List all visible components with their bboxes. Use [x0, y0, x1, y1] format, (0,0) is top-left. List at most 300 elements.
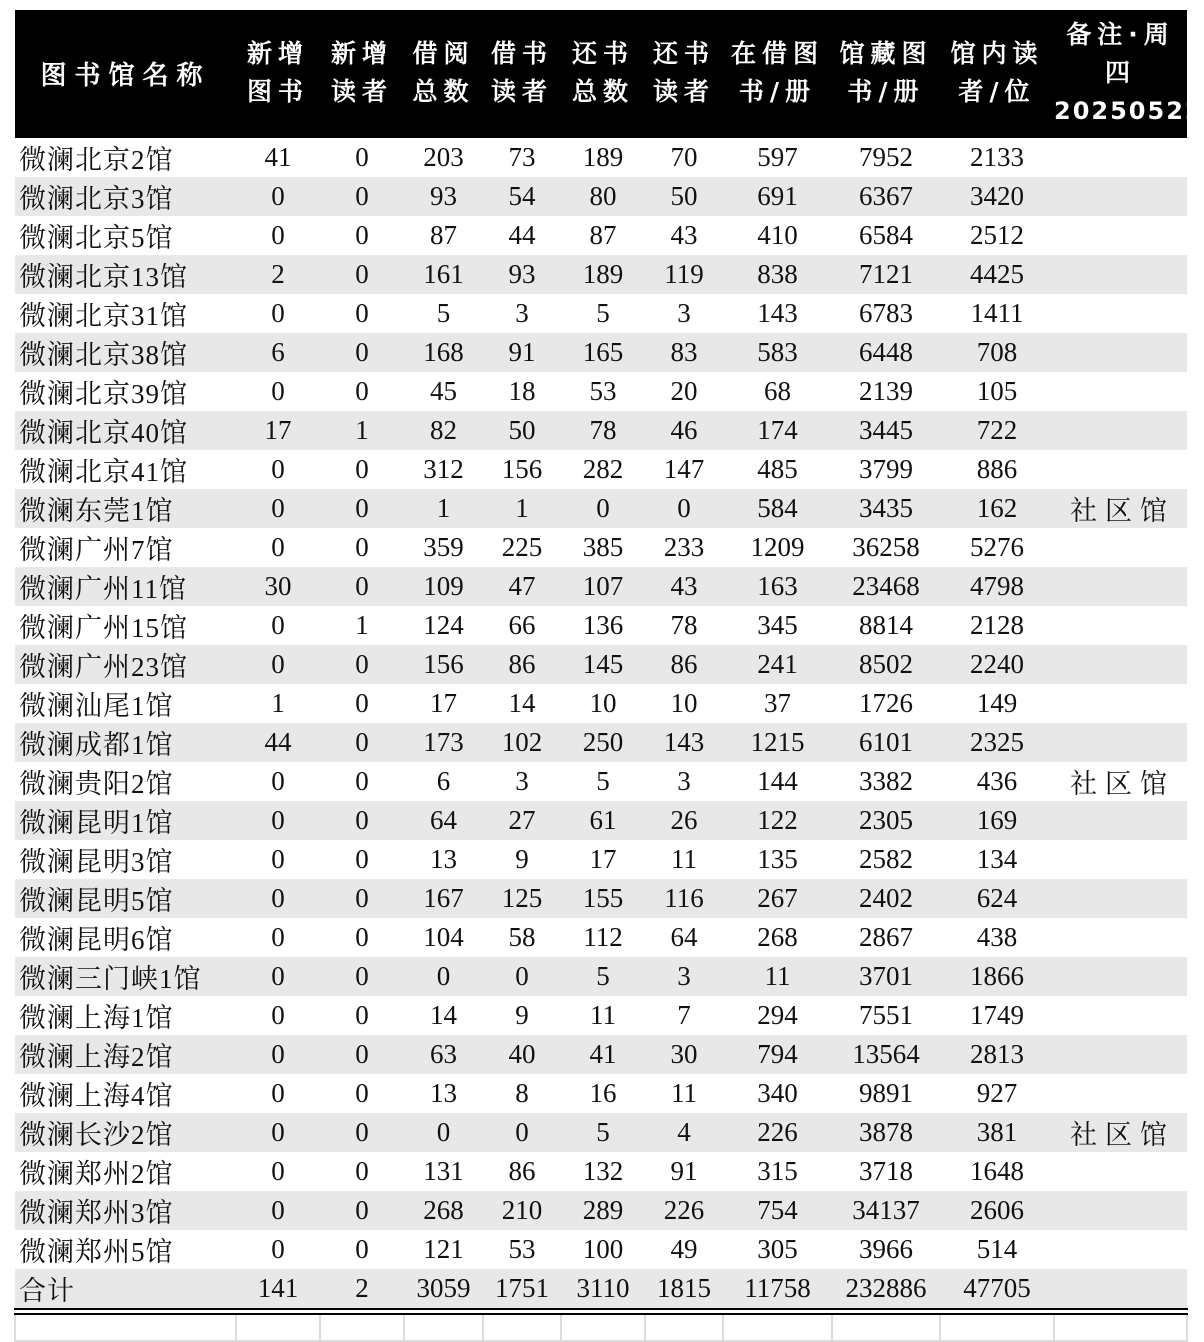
- cell-value: 43: [645, 567, 723, 606]
- cell-value: 1866: [940, 957, 1054, 996]
- empty-cell: [723, 1312, 832, 1341]
- cell-value: 6783: [859, 298, 913, 328]
- cell-value: 0: [236, 177, 320, 216]
- cell-value: 135: [757, 844, 798, 874]
- table-row: [15, 255, 1187, 294]
- cell-value: 232886: [832, 1269, 940, 1312]
- cell-value: 4425: [940, 255, 1054, 294]
- col-header-return-readers: [645, 10, 723, 138]
- cell-value: 2: [236, 255, 320, 294]
- cell-value: 0: [320, 177, 404, 216]
- cell-value: 147: [663, 454, 705, 484]
- cell-value: 0: [355, 922, 369, 952]
- cell-note: [1054, 216, 1187, 255]
- cell-value: 225: [501, 532, 543, 562]
- cell-value: 241: [723, 645, 832, 684]
- header-line: 馆内读: [950, 39, 1044, 68]
- cell-value: 0: [320, 645, 404, 684]
- cell-value: 0: [320, 723, 404, 762]
- cell-value: 597: [757, 142, 798, 172]
- cell-value: 1751: [483, 1269, 561, 1312]
- cell-note: [1054, 411, 1187, 450]
- cell-value: 50: [483, 411, 561, 450]
- cell-value: 691: [723, 177, 832, 216]
- col-header-library-name: 图书馆名称: [15, 10, 236, 138]
- cell-value: 18: [508, 376, 536, 406]
- cell-value: 4798: [940, 567, 1054, 606]
- cell-value: 794: [723, 1035, 832, 1074]
- cell-value: 722: [940, 411, 1054, 450]
- table-row: [15, 840, 1187, 879]
- table-row: [15, 1152, 1187, 1191]
- cell-value: 7551: [859, 1000, 913, 1030]
- cell-value: 3: [677, 298, 691, 328]
- header-line: 读者: [330, 77, 393, 106]
- cell-value: 93: [483, 255, 561, 294]
- cell-value: 44: [236, 723, 320, 762]
- cell-library-name: 微澜汕尾1馆: [19, 691, 174, 721]
- header-line: 读者: [490, 77, 553, 106]
- header-line: 总数: [412, 77, 475, 106]
- cell-value: 3701: [832, 957, 940, 996]
- cell-value: 5: [561, 1113, 645, 1152]
- cell-value: 927: [976, 1078, 1018, 1108]
- table-row: [15, 879, 1187, 918]
- cell-value: 156: [404, 645, 483, 684]
- cell-value: 1209: [750, 532, 805, 562]
- cell-value: 3382: [859, 766, 913, 796]
- cell-value: 359: [423, 532, 464, 562]
- cell-value: 2133: [970, 142, 1024, 172]
- cell-library-name: 微澜北京38馆: [15, 333, 236, 372]
- cell-value: 0: [271, 376, 285, 406]
- cell-value: 149: [976, 688, 1018, 718]
- cell-library-name: 微澜北京31馆: [19, 301, 188, 331]
- cell-value: 37: [764, 688, 791, 718]
- cell-value: 17: [589, 844, 617, 874]
- table-row: [15, 294, 1187, 333]
- table-row: [15, 372, 1187, 411]
- cell-library-name: 微澜郑州5馆: [19, 1237, 174, 1267]
- cell-note: [1054, 294, 1187, 333]
- cell-value: 1: [320, 411, 404, 450]
- table-row: [15, 723, 1187, 762]
- cell-value: 2240: [940, 645, 1054, 684]
- cell-value: 124: [423, 610, 464, 640]
- cell-value: 1411: [970, 298, 1024, 328]
- cell-value: 3: [645, 957, 723, 996]
- cell-value: 0: [355, 142, 369, 172]
- cell-value: 0: [271, 454, 285, 484]
- cell-value: 2582: [859, 844, 913, 874]
- cell-value: 107: [561, 567, 645, 606]
- table-row: [15, 450, 1187, 489]
- cell-value: 2402: [832, 879, 940, 918]
- cell-value: 10: [670, 688, 698, 718]
- table-row: [15, 1230, 1187, 1269]
- cell-value: 0: [271, 610, 285, 640]
- cell-value: 78: [561, 411, 645, 450]
- cell-value: 17: [236, 411, 320, 450]
- cell-value: 87: [430, 220, 457, 250]
- table-row: [15, 1113, 1187, 1152]
- empty-cell: [940, 1312, 1054, 1341]
- cell-value: 2325: [940, 723, 1054, 762]
- cell-value: 45: [430, 376, 457, 406]
- cell-note: [1054, 528, 1187, 567]
- cell-value: 53: [589, 376, 617, 406]
- cell-value: 0: [355, 220, 369, 250]
- cell-value: 0: [355, 532, 369, 562]
- cell-value: 11: [723, 957, 832, 996]
- cell-value: 3445: [832, 411, 940, 450]
- cell-value: 2128: [970, 610, 1024, 640]
- cell-note: [1054, 606, 1187, 645]
- cell-value: 203: [423, 142, 464, 172]
- cell-value: 514: [976, 1234, 1018, 1264]
- cell-value: 0: [355, 688, 369, 718]
- cell-value: 0: [320, 567, 404, 606]
- cell-value: 162: [940, 489, 1054, 528]
- cell-value: 267: [723, 879, 832, 918]
- cell-value: 0: [645, 489, 723, 528]
- cell-library-name: 微澜三门峡1馆: [15, 957, 236, 996]
- cell-value: 294: [757, 1000, 798, 1030]
- cell-value: 0: [236, 489, 320, 528]
- library-stats-table: [14, 10, 1204, 1342]
- header-line: 书/册: [738, 77, 817, 106]
- cell-value: 161: [404, 255, 483, 294]
- cell-value: 0: [320, 1113, 404, 1152]
- cell-value: 436: [976, 766, 1018, 796]
- cell-value: 6: [236, 333, 320, 372]
- cell-value: 624: [940, 879, 1054, 918]
- cell-note: [1054, 957, 1187, 996]
- header-line: 读者: [652, 77, 715, 106]
- cell-note: [1054, 879, 1187, 918]
- cell-note: [1054, 138, 1187, 177]
- cell-value: 0: [355, 298, 369, 328]
- table-footer: [15, 1312, 1187, 1341]
- cell-value: 73: [508, 142, 536, 172]
- cell-value: 53: [508, 1234, 536, 1264]
- cell-value: 0: [236, 1035, 320, 1074]
- cell-value: 131: [423, 1156, 464, 1186]
- cell-note: [1054, 450, 1187, 489]
- cell-value: 11: [590, 1000, 616, 1030]
- cell-value: 3420: [940, 177, 1054, 216]
- cell-value: 0: [483, 1113, 561, 1152]
- table-row: [15, 333, 1187, 372]
- cell-note: [1054, 1035, 1187, 1074]
- cell-value: 0: [236, 957, 320, 996]
- header-date: 20250522: [1054, 97, 1204, 125]
- cell-value: 210: [483, 1191, 561, 1230]
- table-row: [15, 957, 1187, 996]
- cell-value: 381: [940, 1113, 1054, 1152]
- cell-value: 155: [561, 879, 645, 918]
- cell-library-name: 微澜上海2馆: [15, 1035, 236, 1074]
- cell-value: 0: [236, 801, 320, 840]
- table-row: [15, 1035, 1187, 1074]
- table-row: [15, 996, 1187, 1035]
- cell-value: 0: [404, 1113, 483, 1152]
- cell-value: 41: [264, 142, 292, 172]
- table-row: [15, 762, 1187, 801]
- cell-value: 102: [483, 723, 561, 762]
- header-line: 新增: [246, 39, 309, 68]
- cell-value: 3059: [404, 1269, 483, 1312]
- cell-value: 87: [589, 220, 617, 250]
- header-line: 图书: [246, 77, 309, 106]
- cell-value: 0: [320, 1035, 404, 1074]
- cell-value: 315: [757, 1156, 798, 1186]
- cell-value: 1749: [970, 1000, 1024, 1030]
- table-row: [15, 1074, 1187, 1113]
- cell-note: [1054, 645, 1187, 684]
- cell-value: 93: [404, 177, 483, 216]
- table-row: [15, 918, 1187, 957]
- cell-value: 86: [483, 645, 561, 684]
- cell-value: 1: [271, 688, 285, 718]
- col-header-collection-volumes: [832, 10, 940, 138]
- cell-value: 0: [271, 1234, 285, 1264]
- cell-value: 3966: [859, 1234, 913, 1264]
- cell-value: 0: [320, 255, 404, 294]
- cell-value: 23468: [832, 567, 940, 606]
- cell-note: [1054, 177, 1187, 216]
- cell-value: 0: [271, 844, 285, 874]
- cell-value: 109: [404, 567, 483, 606]
- cell-value: 1815: [645, 1269, 723, 1312]
- cell-value: 583: [723, 333, 832, 372]
- cell-value: 141: [236, 1269, 320, 1312]
- cell-library-name: 微澜广州23馆: [15, 645, 236, 684]
- cell-value: 30: [645, 1035, 723, 1074]
- cell-note: [1054, 255, 1187, 294]
- cell-value: 0: [483, 957, 561, 996]
- cell-value: 0: [320, 1191, 404, 1230]
- cell-value: 8502: [832, 645, 940, 684]
- cell-value: 70: [670, 142, 698, 172]
- cell-value: 136: [582, 610, 624, 640]
- cell-value: 86: [645, 645, 723, 684]
- cell-value: 410: [757, 220, 798, 250]
- cell-value: 340: [757, 1078, 798, 1108]
- cell-value: 3718: [859, 1156, 913, 1186]
- cell-value: 134: [976, 844, 1018, 874]
- cell-value: 47705: [940, 1269, 1054, 1312]
- cell-value: 165: [561, 333, 645, 372]
- cell-value: 47: [483, 567, 561, 606]
- cell-value: 54: [483, 177, 561, 216]
- cell-value: 250: [561, 723, 645, 762]
- cell-value: 30: [236, 567, 320, 606]
- table-row: [15, 177, 1187, 216]
- table-row: [15, 138, 1187, 177]
- cell-value: 46: [645, 411, 723, 450]
- cell-value: 116: [645, 879, 723, 918]
- cell-value: 20: [670, 376, 698, 406]
- cell-value: 6: [436, 766, 451, 796]
- cell-value: 9: [515, 844, 529, 874]
- empty-row: [15, 1312, 1187, 1341]
- cell-value: 584: [723, 489, 832, 528]
- table-row: [15, 645, 1187, 684]
- col-header-return-total: [561, 10, 645, 138]
- col-header-borrow-readers: [483, 10, 561, 138]
- cell-value: 0: [355, 1156, 369, 1186]
- cell-value: 145: [561, 645, 645, 684]
- cell-library-name: 微澜郑州2馆: [19, 1159, 174, 1189]
- cell-value: 14: [508, 688, 536, 718]
- cell-value: 485: [757, 454, 798, 484]
- table-row: [15, 801, 1187, 840]
- cell-value: 41: [561, 1035, 645, 1074]
- cell-note: [1054, 1152, 1187, 1191]
- cell-value: 169: [940, 801, 1054, 840]
- cell-value: 3: [515, 298, 529, 328]
- cell-value: 50: [645, 177, 723, 216]
- cell-value: 226: [723, 1113, 832, 1152]
- cell-note: [1054, 684, 1187, 723]
- empty-cell: [832, 1312, 940, 1341]
- cell-library-name: 微澜郑州3馆: [15, 1191, 236, 1230]
- cell-library-name: 合计: [15, 1269, 236, 1312]
- cell-value: 6448: [832, 333, 940, 372]
- table-row: [15, 1191, 1187, 1230]
- cell-library-name: 微澜广州15馆: [19, 613, 188, 643]
- cell-value: 143: [757, 298, 798, 328]
- cell-value: 2: [320, 1269, 404, 1312]
- empty-cell: [645, 1312, 723, 1341]
- cell-value: 3799: [859, 454, 913, 484]
- cell-note: [1054, 1230, 1187, 1269]
- cell-value: 17: [430, 688, 457, 718]
- cell-value: 82: [404, 411, 483, 450]
- cell-value: 83: [645, 333, 723, 372]
- cell-note: 社区馆: [1054, 1113, 1187, 1152]
- cell-value: 9: [515, 1000, 529, 1030]
- cell-value: 7121: [832, 255, 940, 294]
- cell-library-name: 微澜昆明3馆: [19, 847, 174, 877]
- cell-value: 268: [757, 922, 798, 952]
- cell-value: 2867: [859, 922, 913, 952]
- cell-value: 6367: [832, 177, 940, 216]
- cell-value: 189: [561, 255, 645, 294]
- cell-value: 0: [236, 645, 320, 684]
- cell-value: 61: [561, 801, 645, 840]
- cell-value: 289: [561, 1191, 645, 1230]
- cell-value: 1215: [723, 723, 832, 762]
- cell-value: 0: [236, 1191, 320, 1230]
- cell-value: 7952: [859, 142, 913, 172]
- cell-value: 143: [645, 723, 723, 762]
- table-header: [15, 10, 1204, 138]
- cell-value: 58: [508, 922, 536, 952]
- cell-value: 119: [645, 255, 723, 294]
- cell-library-name: 微澜北京39馆: [19, 379, 188, 409]
- cell-value: 121: [423, 1234, 464, 1264]
- cell-library-name: 微澜广州11馆: [15, 567, 236, 606]
- cell-note: [1054, 1269, 1187, 1312]
- cell-library-name: 微澜北京13馆: [15, 255, 236, 294]
- col-header-note-date: [1054, 10, 1204, 138]
- cell-value: 886: [976, 454, 1018, 484]
- cell-value: 0: [355, 1234, 369, 1264]
- cell-value: 132: [582, 1156, 624, 1186]
- cell-library-name: 微澜北京3馆: [15, 177, 236, 216]
- cell-value: 2512: [970, 220, 1024, 250]
- table-row: [15, 528, 1187, 567]
- cell-value: 0: [355, 844, 369, 874]
- cell-value: 43: [670, 220, 698, 250]
- cell-value: 233: [663, 532, 705, 562]
- cell-value: 838: [723, 255, 832, 294]
- col-header-books-on-loan: [723, 10, 832, 138]
- cell-value: 68: [764, 376, 791, 406]
- cell-value: 156: [501, 454, 543, 484]
- cell-value: 168: [404, 333, 483, 372]
- cell-value: 27: [483, 801, 561, 840]
- cell-value: 174: [723, 411, 832, 450]
- cell-value: 0: [355, 376, 369, 406]
- cell-value: 6101: [832, 723, 940, 762]
- header-row: [15, 10, 1187, 138]
- cell-note: [1054, 996, 1187, 1035]
- header-line: 书/册: [847, 77, 925, 106]
- cell-library-name: 微澜北京40馆: [15, 411, 236, 450]
- cell-value: 312: [423, 454, 464, 484]
- cell-value: 112: [583, 922, 623, 952]
- cell-value: 0: [271, 532, 285, 562]
- header-line: 备注·周四: [1066, 20, 1175, 87]
- cell-note: [1054, 1074, 1187, 1113]
- header-line: 馆藏图: [839, 39, 933, 68]
- cell-value: 0: [355, 454, 369, 484]
- cell-value: 104: [423, 922, 464, 952]
- cell-library-name: 微澜广州7馆: [19, 535, 174, 565]
- header-line: 借阅: [412, 39, 475, 68]
- cell-note: 社区馆: [1070, 769, 1175, 799]
- cell-value: 122: [723, 801, 832, 840]
- header-line: 新增: [330, 39, 393, 68]
- cell-value: 0: [271, 766, 285, 796]
- cell-value: 13564: [832, 1035, 940, 1074]
- cell-note: [1054, 918, 1187, 957]
- header-line: 总数: [571, 77, 634, 106]
- cell-value: 86: [508, 1156, 536, 1186]
- cell-value: 3: [677, 766, 691, 796]
- cell-value: 13: [430, 844, 457, 874]
- table-row: [15, 684, 1187, 723]
- cell-value: 0: [320, 333, 404, 372]
- cell-value: 0: [355, 1078, 369, 1108]
- header-line: 还书: [571, 39, 634, 68]
- cell-value: 0: [236, 1113, 320, 1152]
- table-body: [15, 138, 1187, 1312]
- cell-value: 1726: [859, 688, 913, 718]
- cell-value: 345: [757, 610, 798, 640]
- empty-cell: [320, 1312, 404, 1341]
- empty-cell: [483, 1312, 561, 1341]
- cell-value: 2305: [832, 801, 940, 840]
- col-header-in-library-readers: [940, 10, 1054, 138]
- cell-library-name: 微澜上海4馆: [19, 1081, 174, 1111]
- cell-value: 144: [757, 766, 798, 796]
- cell-value: 305: [757, 1234, 798, 1264]
- cell-value: 0: [271, 220, 285, 250]
